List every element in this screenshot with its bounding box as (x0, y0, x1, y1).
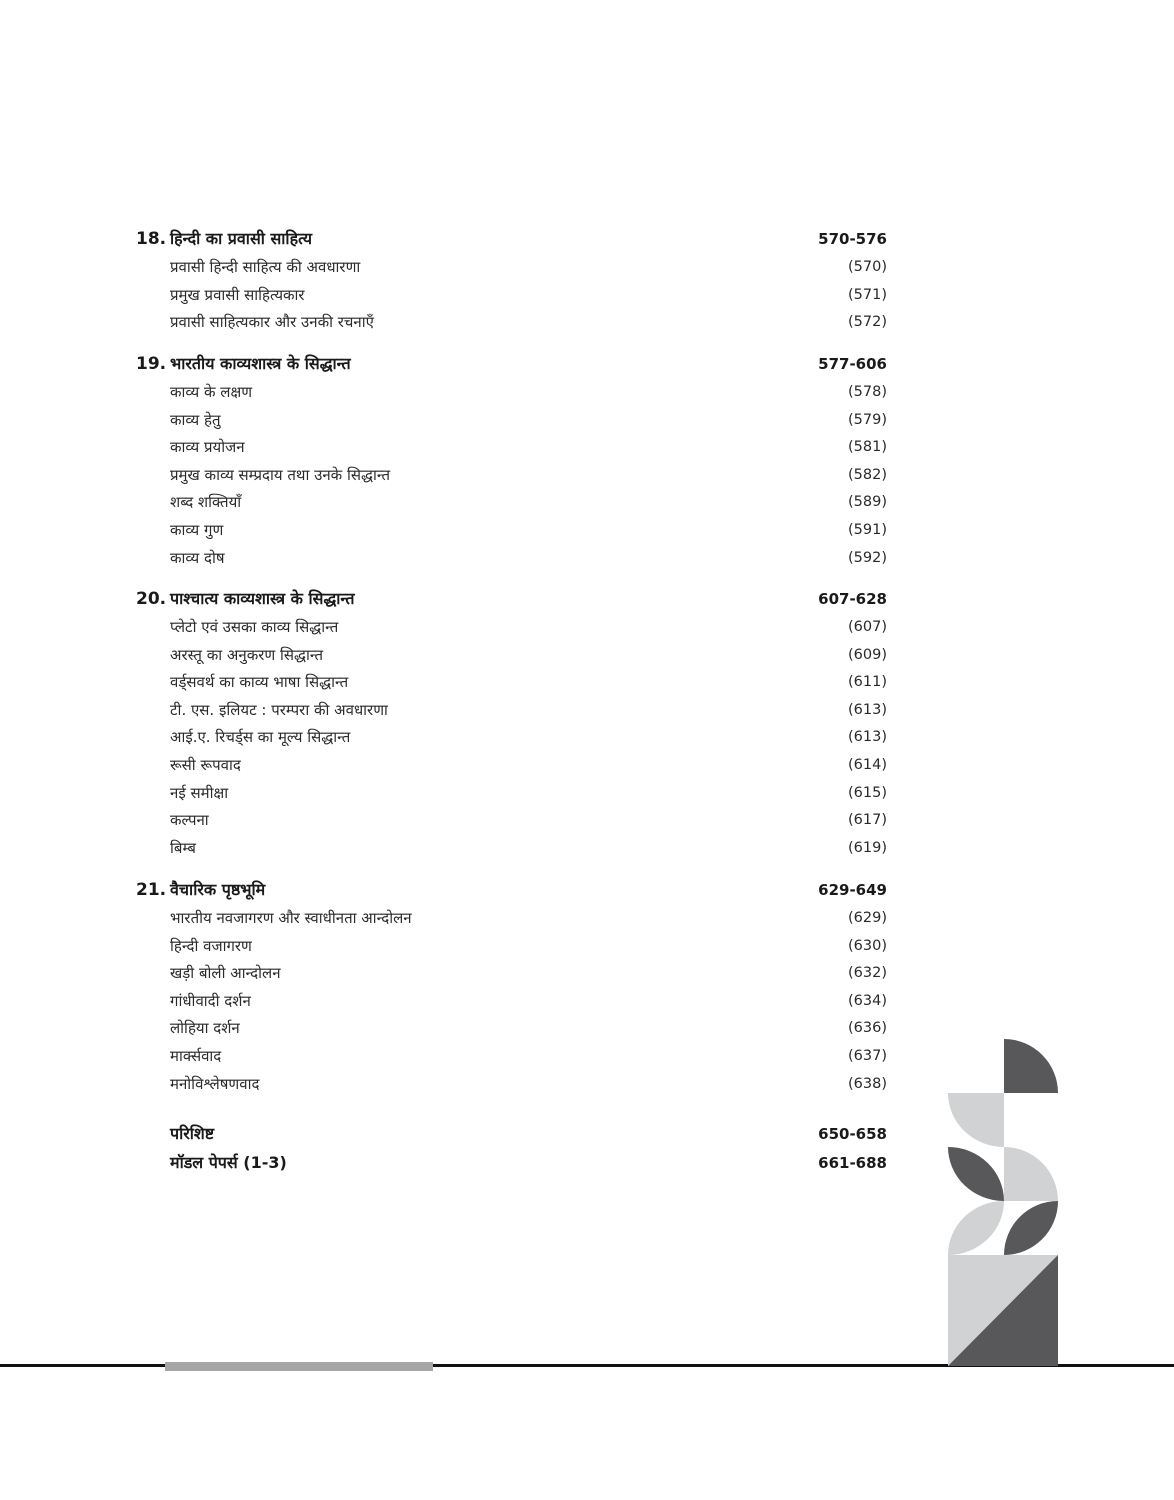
chapter-page-range: 629-649 (818, 881, 887, 899)
toc-entry[interactable] (0, 407, 1174, 433)
entry-page-number: (613) (848, 701, 887, 718)
entry-title: काव्य गुण (170, 521, 224, 539)
chapter-heading[interactable] (0, 877, 1174, 903)
entry-page-number: (592) (848, 549, 887, 566)
chapter-heading[interactable] (0, 586, 1174, 612)
entry-title: मार्क्सवाद (170, 1047, 222, 1065)
entry-page-number: (619) (848, 839, 887, 856)
toc-entry[interactable] (0, 933, 1174, 959)
toc-entry[interactable] (0, 905, 1174, 931)
entry-title: काव्य दोष (170, 548, 225, 567)
entry-page-number: (609) (848, 646, 887, 663)
chapter-heading[interactable] (0, 226, 1174, 252)
entry-page-number: (634) (848, 992, 887, 1009)
entry-title: प्रवासी हिन्दी साहित्य की अवधारणा (170, 258, 361, 276)
toc-entry[interactable] (0, 489, 1174, 515)
entry-page-number: (636) (848, 1020, 887, 1037)
entry-page-number: (571) (848, 286, 887, 303)
entry-title: वर्ड्सवर्थ का काव्य भाषा सिद्धान्त (170, 673, 349, 692)
toc-entry[interactable] (0, 807, 1174, 833)
entry-title: काव्य के लक्षण (170, 383, 253, 401)
entry-page-number: (607) (848, 619, 887, 635)
chapter-title: हिन्दी का प्रवासी साहित्य (170, 229, 312, 248)
appendix-page-range: 650-658 (818, 1125, 887, 1143)
light-block-left (948, 1093, 1004, 1147)
toc-entry[interactable] (0, 434, 1174, 460)
toc-entry[interactable] (0, 614, 1174, 640)
toc-entry[interactable] (0, 724, 1174, 750)
toc-entry[interactable] (0, 669, 1174, 695)
entry-title: काव्य हेतु (170, 410, 221, 429)
entry-page-number: (629) (848, 910, 887, 926)
entry-title: प्लेटो एवं उसका काव्य सिद्धान्त (170, 618, 339, 636)
chapter-number: 19. (136, 354, 167, 374)
chapter-page-range: 570-576 (818, 230, 887, 248)
entry-title: टी. एस. इलियट : परम्परा की अवधारणा (170, 700, 388, 719)
leaf-dark-right (1004, 1201, 1058, 1255)
quarter-circle-dark-top (1004, 1039, 1058, 1093)
chapter-number: 20. (136, 589, 167, 609)
entry-page-number: (614) (848, 757, 887, 773)
chapter-heading[interactable] (0, 351, 1174, 377)
toc-entry[interactable] (0, 960, 1174, 986)
entry-page-number: (637) (848, 1048, 887, 1064)
toc-entry[interactable] (0, 835, 1174, 861)
chapter-title: भारतीय काव्यशास्त्र के सिद्धान्त (170, 354, 351, 373)
light-quarter-right (1004, 1147, 1058, 1201)
chapter-page-range: 577-606 (818, 355, 887, 373)
entry-title: प्रमुख काव्य सम्प्रदाय तथा उनके सिद्धान्त (170, 465, 391, 484)
toc-entry[interactable] (0, 517, 1174, 543)
decorative-geometric-pattern (948, 1039, 1058, 1366)
entry-page-number: (581) (848, 439, 887, 456)
chapter-title: वैचारिक पृष्ठभूमि (170, 880, 266, 899)
toc-entry[interactable] (0, 697, 1174, 723)
entry-page-number: (613) (848, 729, 887, 746)
toc-entry[interactable] (0, 282, 1174, 308)
chapter-title: पाश्चात्य काव्यशास्त्र के सिद्धान्त (170, 589, 355, 608)
chapter-number: 21. (136, 880, 167, 900)
entry-title: आई.ए. रिचर्ड्स का मूल्य सिद्धान्त (170, 728, 351, 747)
entry-title: गांधीवादी दर्शन (170, 991, 251, 1010)
entry-page-number: (582) (848, 466, 887, 483)
entry-page-number: (611) (848, 674, 887, 691)
entry-title: खड़ी बोली आन्दोलन (170, 964, 281, 983)
entry-page-number: (615) (848, 784, 887, 801)
entry-title: मनोविश्लेषणवाद (170, 1074, 260, 1093)
entry-page-number: (579) (848, 411, 887, 428)
entry-title: हिन्दी वजागरण (170, 936, 252, 955)
entry-title: कल्पना (170, 811, 209, 830)
toc-entry[interactable] (0, 254, 1174, 280)
entry-title: बिम्ब (170, 838, 196, 857)
toc-entry[interactable] (0, 988, 1174, 1014)
toc-entry[interactable] (0, 379, 1174, 405)
leaf-light-left (948, 1201, 1004, 1255)
toc-entry[interactable] (0, 309, 1174, 335)
toc-entry[interactable] (0, 1015, 1174, 1041)
toc-entry[interactable] (0, 752, 1174, 778)
entry-page-number: (591) (848, 522, 887, 538)
appendix-title: मॉडल पेपर्स (1-3) (170, 1153, 287, 1172)
entry-page-number: (578) (848, 384, 887, 400)
chapter-page-range: 607-628 (818, 590, 887, 608)
chapter-number: 18. (136, 229, 167, 249)
entry-title: काव्य प्रयोजन (170, 438, 245, 457)
entry-title: शब्द शक्तियाँ (170, 493, 242, 512)
footer-accent-bar (165, 1362, 433, 1371)
entry-page-number: (638) (848, 1075, 887, 1092)
entry-page-number: (589) (848, 494, 887, 511)
toc-entry[interactable] (0, 642, 1174, 668)
entry-title: प्रवासी साहित्यकार और उनकी रचनाएँ (170, 313, 374, 332)
entry-title: लोहिया दर्शन (170, 1019, 240, 1038)
entry-page-number: (617) (848, 812, 887, 829)
toc-entry[interactable] (0, 780, 1174, 806)
entry-page-number: (572) (848, 314, 887, 331)
leaf-dark-left (948, 1147, 1004, 1201)
toc-entry[interactable] (0, 462, 1174, 488)
toc-entry[interactable] (0, 545, 1174, 571)
entry-title: रूसी रूपवाद (170, 756, 241, 774)
appendix-title: परिशिष्ट (170, 1124, 215, 1143)
entry-page-number: (630) (848, 937, 887, 954)
entry-title: भारतीय नवजागरण और स्वाधीनता आन्दोलन (170, 909, 412, 927)
entry-title: नई समीक्षा (170, 783, 229, 802)
appendix-page-range: 661-688 (818, 1154, 887, 1172)
entry-title: अरस्तू का अनुकरण सिद्धान्त (170, 645, 324, 664)
entry-page-number: (632) (848, 965, 887, 982)
entry-title: प्रमुख प्रवासी साहित्यकार (170, 285, 305, 304)
entry-page-number: (570) (848, 259, 887, 275)
